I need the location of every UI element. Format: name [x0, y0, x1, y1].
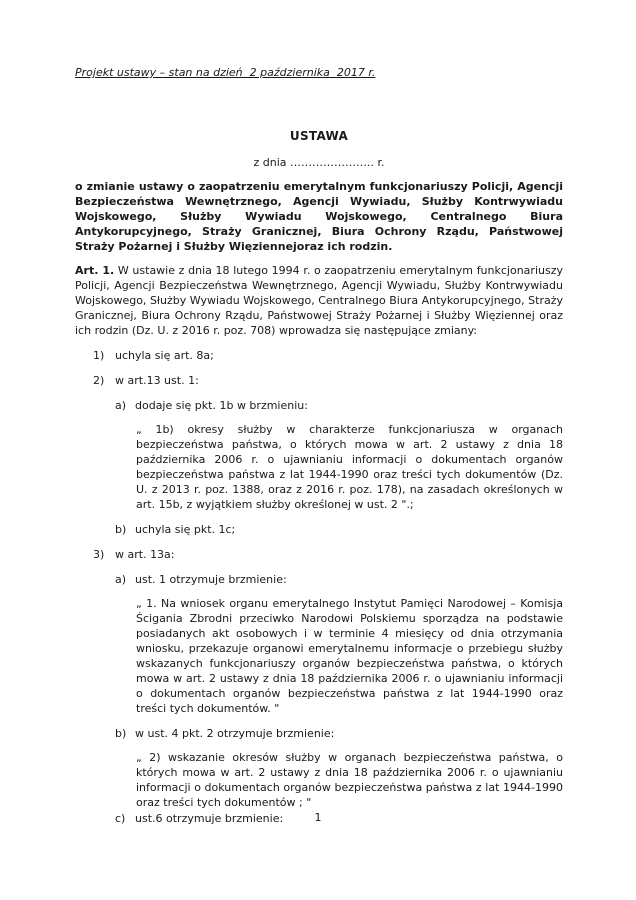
item-text: uchyla się art. 8a; [115, 349, 214, 362]
sub-item-text: dodaje się pkt. 1b w brzmieniu: [135, 399, 308, 412]
quoted-provision: „ 2) wskazanie okresów służby w organach bezpieczeństwa państwa, o których mowa w art. 2 ustawy z dnia 18 października 2006 r. o ujawnianiu informacji o dokumentach organów bezpieczeństwa państwa z lat 1944-1990 oraz treści tych dokumentów ; " [136, 751, 563, 809]
quoted-provision: „ 1b) okresy służby w charakterze funkcjonariusza w organach bezpieczeństwa państwa, o których mowa w art. 2 ustawy z dnia 18 października 2006 r. o ujawnianiu informacji o dokumentach organów bezpieczeństwa państwa z lat 1944-1990 oraz treści tych dokumentów (Dz. U. z 2013 r. poz. 1388, oraz z 2016 r. poz. 178), na zasadach określonych w art. 15b, z wyjątkiem służby określonej w ust. 2 ".; [136, 423, 563, 511]
draft-status-note: Projekt ustawy – stan na dzień 2 października 2017 r. [75, 66, 376, 79]
sub-item-2a [75, 398, 563, 512]
sub-item-3b [75, 726, 563, 810]
item-number: 1) [93, 349, 105, 362]
law-subject-paragraph: o zmianie ustawy o zaopatrzeniu emerytalnym funkcjonariuszy Policji, Agencji Bezpieczeństwa Wewnętrznego, Agencji Wywiadu, Służby Kontrwywiadu Wojskowego, Służby Wywiadu Wojskowego, Centralnego Biura Antykorupcyjnego, Straży Granicznej, Biura Ochrony Rządu, Państwowej Straży Pożarnej i Służby Więziennejoraz ich rodzin. [75, 180, 563, 253]
article-1-paragraph [75, 263, 563, 338]
sub-item-letter: a) [115, 573, 127, 586]
quoted-provision: „ 1. Na wniosek organu emerytalnego Instytut Pamięci Narodowej – Komisja Ścigania Zbrodni przeciwko Narodowi Polskiemu sporządza na podstawie posiadanych akt osobowych i w terminie 4 miesięcy od dnia otrzymania wniosku, przekazuje organowi emerytalnemu informacje o przebiegu służby wskazanych funkcjonariuszy organów bezpieczeństwa państwa, o których mowa w art. 2 ustawy z dnia 18 października 2006 r. o ujawnianiu informacji o dokumentach organów bezpieczeństwa państwa z lat 1944-1990 oraz treści tych dokumentów. " [136, 597, 563, 715]
sub-item-text: ust. 1 otrzymuje brzmienie: [135, 573, 287, 586]
date-placeholder-line: z dnia ………………….. r. [253, 156, 385, 169]
article-text: W ustawie z dnia 18 lutego 1994 r. o zaopatrzeniu emerytalnym funkcjonariuszy Policji, Agencji Bezpieczeństwa Wewnętrznego, Agencji Wywiadu, Służby Kontrwywiadu Wojskowego, Służby Wywiadu Wojskowego, Centralnego Biura Antykorupcyjnego, Straży Granicznej, Biura Ochrony Rządu, Państwowej Straży Pożarnej i Służby Więziennej oraz ich rodzin (Dz. U. z 2016 r. poz. 708) wprowadza się następujące zmiany: [75, 264, 563, 337]
amendment-item-1 [75, 348, 563, 363]
page-number: 1 [314, 811, 322, 824]
amendment-item-2 [75, 373, 563, 537]
article-label: Art. 1. [75, 264, 115, 277]
sub-item-text: w ust. 4 pkt. 2 otrzymuje brzmienie: [135, 727, 335, 740]
sub-item-letter: c) [115, 812, 126, 825]
sub-item-letter: a) [115, 399, 127, 412]
sub-item-letter: b) [115, 727, 127, 740]
sub-item-text: uchyla się pkt. 1c; [135, 523, 236, 536]
sub-item-text: ust.6 otrzymuje brzmienie: [135, 812, 284, 825]
amendments-list [75, 348, 563, 826]
amendment-item-3 [75, 547, 563, 826]
sub-item-3a [75, 572, 563, 716]
item-number: 2) [93, 374, 105, 387]
item-text: w art.13 ust. 1: [115, 374, 199, 387]
sub-item-letter: b) [115, 523, 127, 536]
sub-item-2b [75, 522, 563, 537]
item-number: 3) [93, 548, 105, 561]
item-text: w art. 13a: [115, 548, 175, 561]
document-title: USTAWA [289, 129, 349, 143]
